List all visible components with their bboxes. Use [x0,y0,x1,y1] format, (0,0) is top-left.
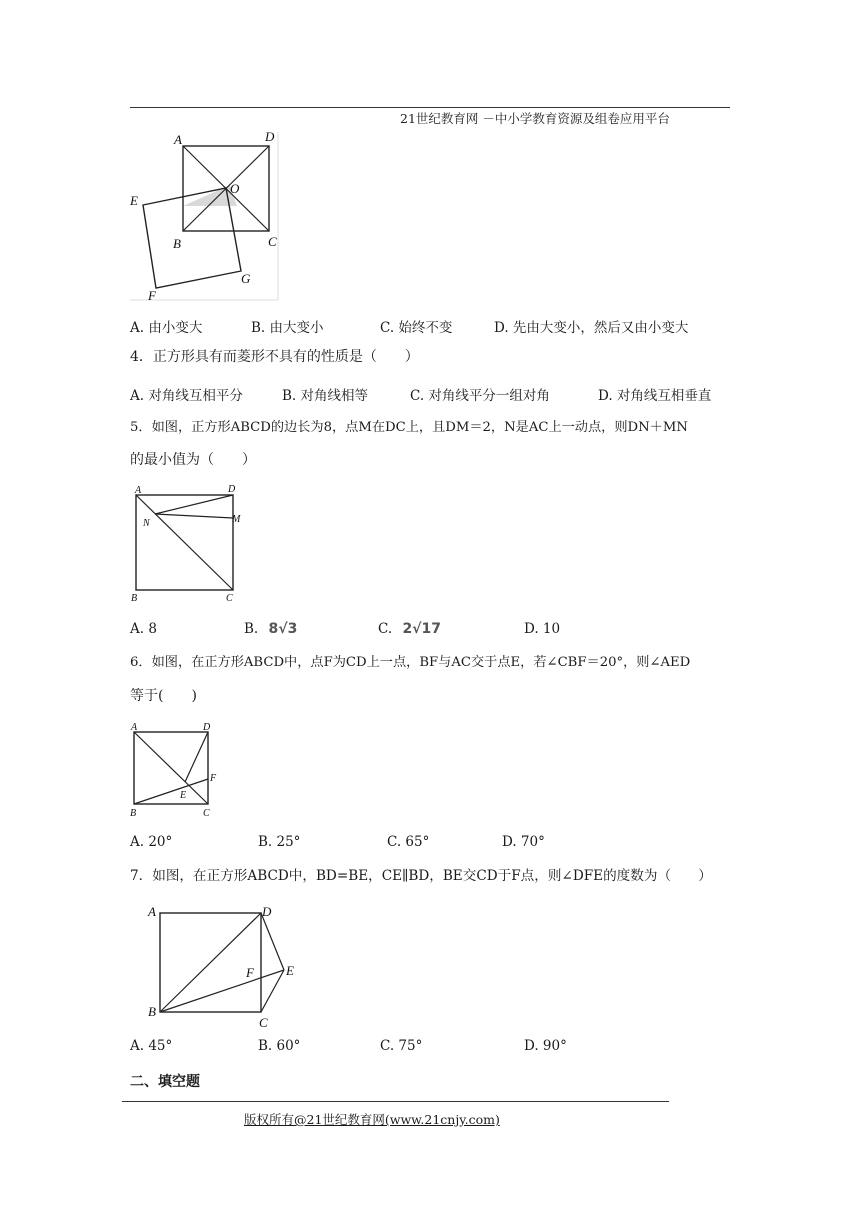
q4-option-c: C. 对角线平分一组对角 [410,388,550,404]
q7-option-c: C. 75° [380,1038,423,1054]
q7-label-c: C [259,1015,268,1030]
header-title: 21世纪教育网 －中小学教育资源及组卷应用平台 [400,111,670,126]
q5-label-m: M [232,514,241,525]
q7-label-b: B [148,1004,156,1019]
q5-option-b-value: 8√3 [268,621,298,637]
q3-label-g: G [241,271,251,286]
q6-label-a: A [131,722,138,733]
footer-rule [122,1101,669,1102]
q5-stem-line1: 5．如图，正方形ABCD的边长为8，点M在DC上，且DM＝2，N是AC上一动点，则DN＋MN [130,420,688,435]
q6-label-e: E [180,790,187,801]
q6-option-a: A. 20° [130,834,173,850]
q4-option-b: B. 对角线相等 [282,388,369,404]
q5-label-b: B [131,593,138,604]
q3-option-c: C. 始终不变 [380,320,453,336]
q6-label-d: D [203,722,211,733]
q3-option-a: A. 由小变大 [130,320,203,336]
q7-label-e: E [286,963,294,978]
q6-label-c: C [203,808,210,819]
q4-stem: 4．正方形具有而菱形不具有的性质是（ ） [130,349,419,365]
q5-option-d: D. 10 [524,621,561,637]
q6-option-c: C. 65° [387,834,430,850]
q6-stem-line2: 等于( ) [130,688,197,704]
q6-option-b: B. 25° [258,834,301,850]
q4-option-d: D. 对角线互相垂直 [598,388,712,404]
q5-option-c-value: 2√17 [402,621,441,637]
q3-label-e: E [130,193,138,208]
q7-option-b: B. 60° [258,1038,301,1054]
q3-label-o: O [230,181,240,196]
q7-figure [140,896,320,1032]
q6-figure [128,718,228,822]
q5-option-c-label: C. [378,621,393,637]
q6-label-f: F [210,773,217,784]
q3-label-c: C [268,234,277,249]
q5-option-a: A. 8 [130,621,157,637]
q7-stem: 7．如图，在正方形ABCD中，BD=BE，CE∥BD，BE交CD于F点，则∠DFE的度数为（ ） [130,868,712,884]
q7-option-a: A. 45° [130,1038,173,1054]
q6-label-b: B [130,808,137,819]
q5-figure [128,481,248,605]
q6-option-d: D. 70° [502,834,545,850]
q5-label-n: N [143,518,150,529]
section-title: 二、填空题 [130,1074,200,1090]
q3-label-b: B [173,236,181,251]
q5-option-c [378,621,441,637]
q3-label-d: D [265,129,275,144]
header-rule [130,107,730,108]
q6-stem-line1: 6．如图，在正方形ABCD中，点F为CD上一点，BF与AC交于点E，若∠CBF＝20°，则∠AED [130,655,691,670]
q3-label-a: A [174,132,182,147]
q5-label-a: A [135,485,142,496]
q7-label-a: A [148,904,156,919]
q5-label-c: C [226,593,233,604]
footer-copyright[interactable]: 版权所有@21世纪教育网(www.21cnjy.com) [244,1112,500,1127]
q3-option-b: B. 由大变小 [251,320,324,336]
q4-option-a: A. 对角线互相平分 [130,388,243,404]
q5-option-b [244,621,297,637]
q5-stem-line2: 的最小值为（ ） [130,452,256,468]
q3-option-d: D. 先由大变小，然后又由小变大 [494,320,689,336]
q7-label-d: D [262,904,272,919]
q3-label-f: F [148,288,156,303]
q5-label-d: D [228,484,236,495]
q5-option-b-label: B. [244,621,259,637]
q7-label-f: F [246,965,254,980]
q3-figure [125,128,285,303]
q7-option-d: D. 90° [524,1038,567,1054]
